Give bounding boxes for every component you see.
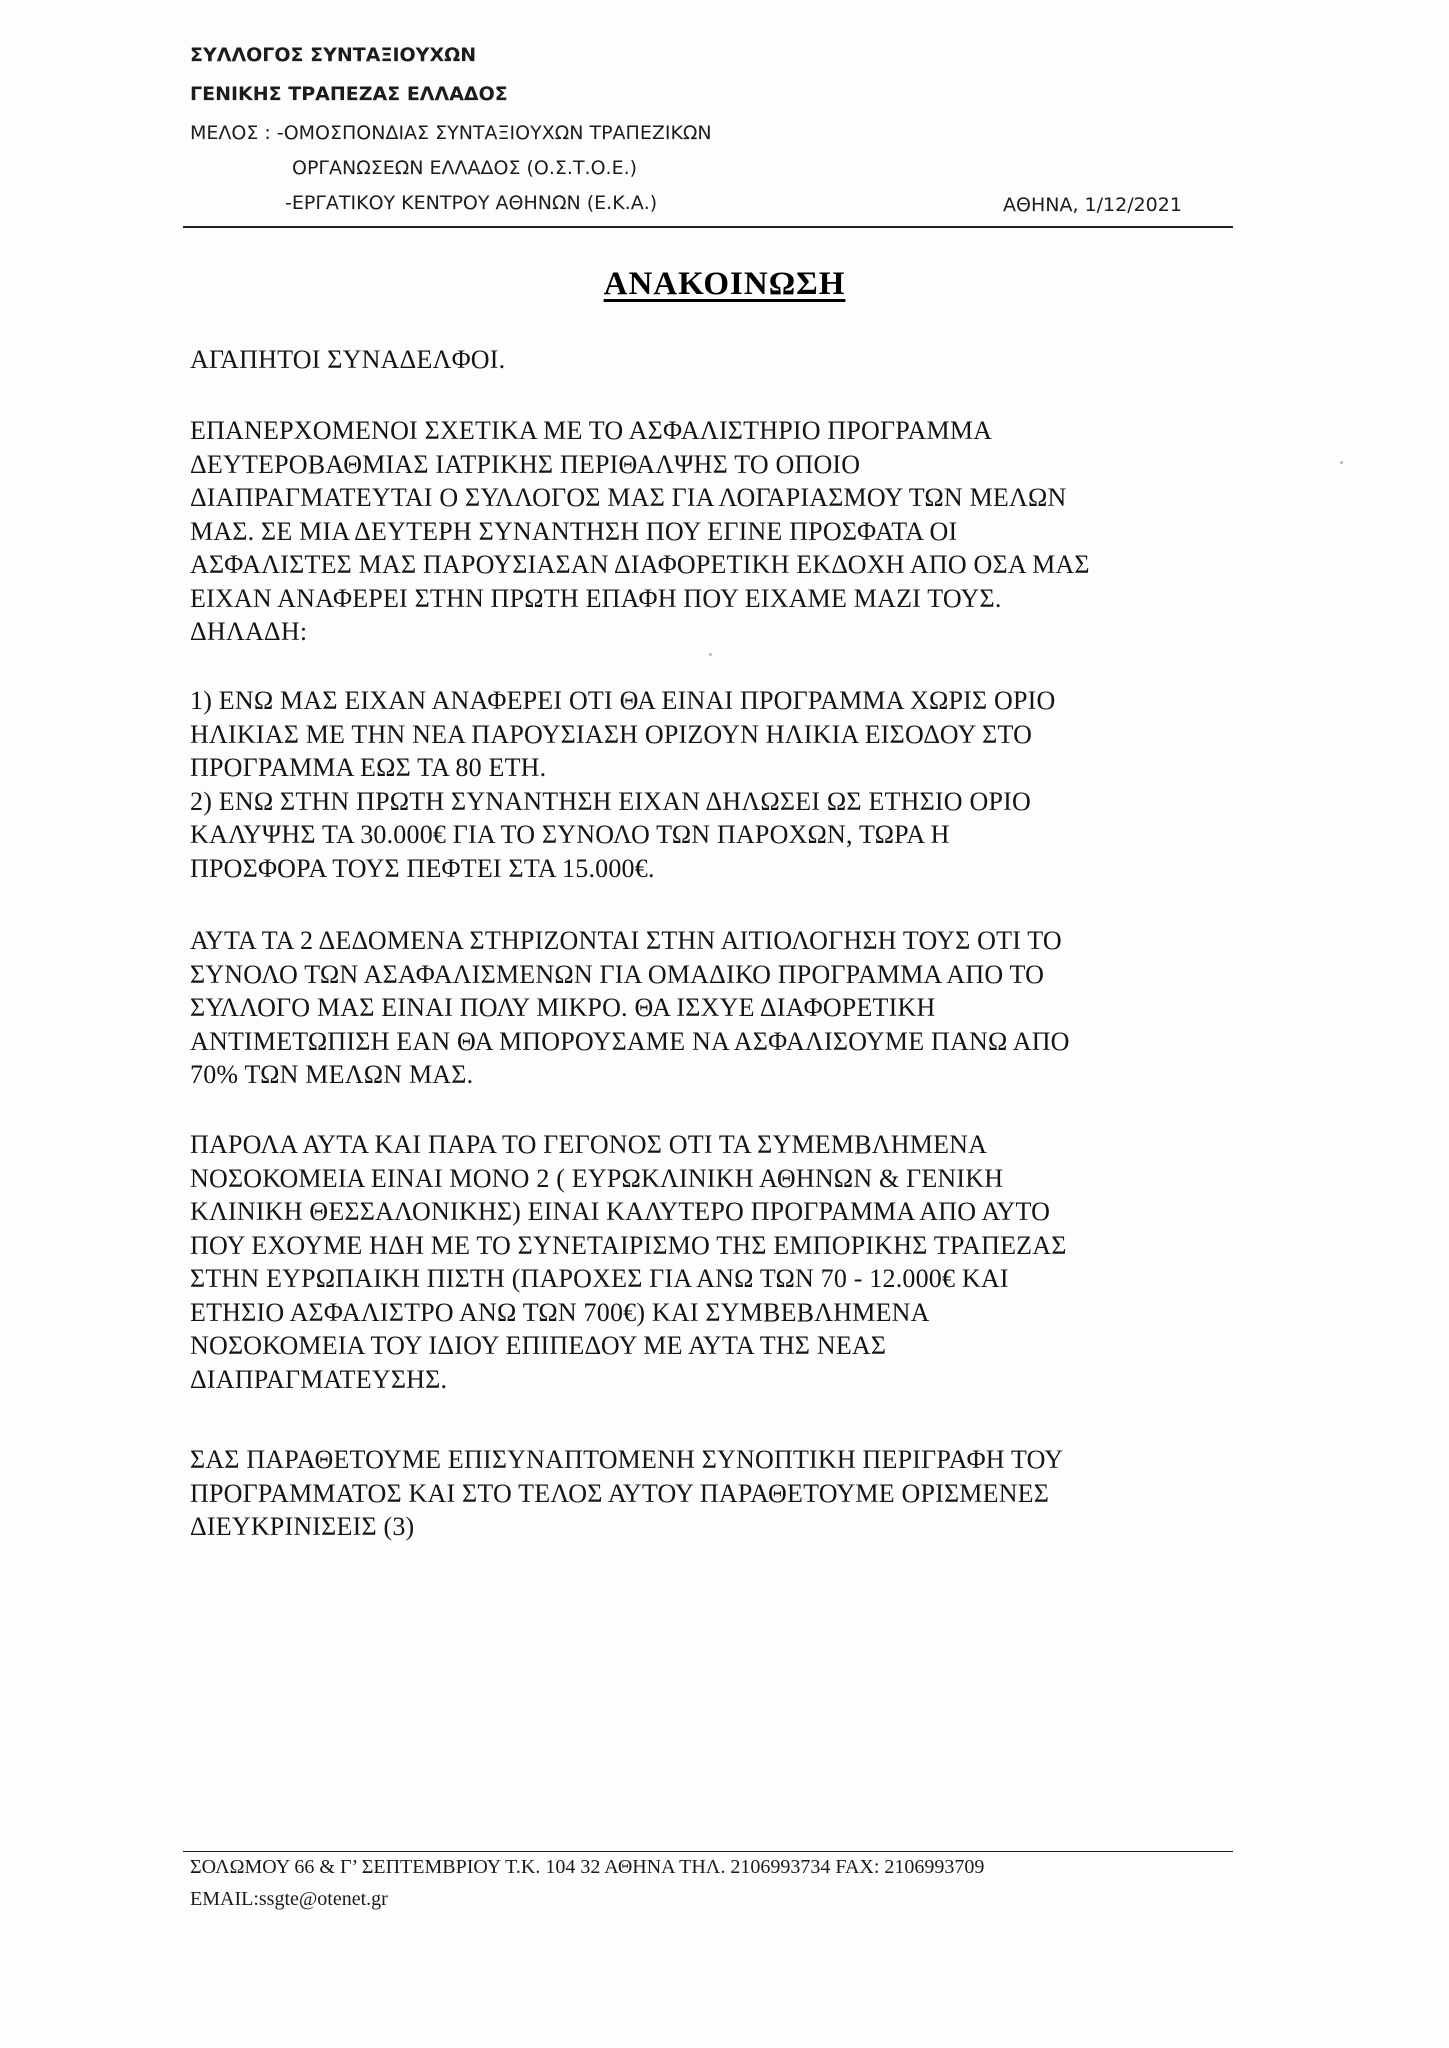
paragraph-2 bbox=[190, 924, 1070, 1092]
text-line: ΔΙΑΠΡΑΓΜΑΤΕΥΣΗΣ. bbox=[190, 1364, 448, 1394]
text-line: ΣΥΛΛΟΓΟ ΜΑΣ ΕΙΝΑΙ ΠΟΛΥ ΜΙΚΡΟ. ΘΑ ΙΣΧΥΕ ΔΙΑΦΟΡΕΤΙΚΗ bbox=[190, 993, 936, 1022]
text-line: 2) ΕΝΩ ΣΤΗΝ ΠΡΩΤΗ ΣΥΝΑΝΤΗΣΗ ΕΙΧΑΝ ΔΗΛΩΣΕΙ ΩΣ ΕΤΗΣΙΟ ΟΡΙΟ bbox=[190, 786, 1031, 816]
membership-line1: ΜΕΛΟΣ : -ΟΜΟΣΠΟΝΔΙΑΣ ΣΥΝΤΑΞΙΟΥΧΩΝ ΤΡΑΠΕΖΙΚΩΝ bbox=[190, 122, 712, 144]
paragraph-1 bbox=[190, 414, 1090, 649]
text-line: ΣΑΣ ΠΑΡΑΘΕΤΟΥΜΕ ΕΠΙΣΥΝΑΠΤΟΜΕΝΗ ΣΥΝΟΠΤΙΚΗ ΠΕΡΙΓΡΑΦΗ ΤΟΥ bbox=[190, 1445, 1064, 1474]
text-line: ΑΝΤΙΜΕΤΩΠΙΣΗ ΕΑΝ ΘΑ ΜΠΟΡΟΥΣΑΜΕ ΝΑ ΑΣΦΑΛΙΣΟΥΜΕ ΠΑΝΩ ΑΠΟ bbox=[190, 1026, 1070, 1056]
text-line: ΠΡΟΣΦΟΡΑ ΤΟΥΣ ΠΕΦΤΕΙ ΣΤΑ 15.000€. bbox=[190, 853, 655, 883]
text-line: ΔΙΑΠΡΑΓΜΑΤΕΥΤΑΙ Ο ΣΥΛΛΟΓΟΣ ΜΑΣ ΓΙΑ ΛΟΓΑΡΙΑΣΜΟΥ ΤΩΝ ΜΕΛΩΝ bbox=[190, 483, 1067, 512]
paragraph-4 bbox=[190, 1443, 1063, 1544]
numbered-points bbox=[190, 684, 1056, 885]
footer-divider bbox=[183, 1851, 1233, 1852]
text-line: ΕΙΧΑΝ ΑΝΑΦΕΡΕΙ ΣΤΗΝ ΠΡΩΤΗ ΕΠΑΦΗ ΠΟΥ ΕΙΧΑΜΕ ΜΑΖΙ ΤΟΥΣ. bbox=[190, 583, 1002, 613]
document-date: ΑΘΗΝΑ, 1/12/2021 bbox=[1003, 194, 1182, 216]
text-line: ΣΤΗΝ ΕΥΡΩΠΑΙΚΗ ΠΙΣΤΗ (ΠΑΡΟΧΕΣ ΓΙΑ ΑΝΩ ΤΩΝ 70 - 12.000€ ΚΑΙ bbox=[190, 1264, 1009, 1293]
org-name-line2: ΓΕΝΙΚΗΣ ΤΡΑΠΕΖΑΣ ΕΛΛΑΔΟΣ bbox=[190, 83, 508, 105]
scan-speck bbox=[709, 653, 712, 656]
text-line: ΝΟΣΟΚΟΜΕΙΑ ΕΙΝΑΙ ΜΟΝΟ 2 ( ΕΥΡΩΚΛΙΝΙΚΗ ΑΘΗΝΩΝ & ΓΕΝΙΚΗ bbox=[190, 1163, 1004, 1193]
text-line: ΕΤΗΣΙΟ ΑΣΦΑΛΙΣΤΡΟ ΑΝΩ ΤΩΝ 700€) ΚΑΙ ΣΥΜΒΕΒΛΗΜΕΝΑ bbox=[190, 1297, 930, 1327]
text-line: ΕΠΑΝΕΡΧΟΜΕΝΟΙ ΣΧΕΤΙΚΑ ΜΕ ΤΟ ΑΣΦΑΛΙΣΤΗΡΙΟ ΠΡΟΓΡΑΜΜΑ bbox=[190, 416, 993, 445]
text-line: ΜΑΣ. ΣΕ ΜΙΑ ΔΕΥΤΕΡΗ ΣΥΝΑΝΤΗΣΗ ΠΟΥ ΕΓΙΝΕ ΠΡΟΣΦΑΤΑ ΟΙ bbox=[190, 516, 958, 546]
greeting: ΑΓΑΠΗΤΟΙ ΣΥΝΑΔΕΛΦΟΙ. bbox=[190, 345, 506, 374]
text-line: ΔΙΕΥΚΡΙΝΙΣΕΙΣ (3) bbox=[190, 1512, 415, 1541]
text-line: ΠΑΡΟΛΑ ΑΥΤΑ ΚΑΙ ΠΑΡΑ ΤΟ ΓΕΓΟΝΟΣ ΟΤΙ ΤΑ ΣΥΜΕΜΒΛΗΜΕΝΑ bbox=[190, 1130, 988, 1159]
org-name-line1: ΣΥΛΛΟΓΟΣ ΣΥΝΤΑΞΙΟΥΧΩΝ bbox=[190, 44, 477, 66]
text-line: 1) ΕΝΩ ΜΑΣ ΕΙΧΑΝ ΑΝΑΦΕΡΕΙ ΟΤΙ ΘΑ ΕΙΝΑΙ ΠΡΟΓΡΑΜΜΑ ΧΩΡΙΣ ΟΡΙΟ bbox=[190, 686, 1056, 715]
text-line: ΑΥΤΑ ΤΑ 2 ΔΕΔΟΜΕΝΑ ΣΤΗΡΙΖΟΝΤΑΙ ΣΤΗΝ ΑΙΤΙΟΛΟΓΗΣΗ ΤΟΥΣ ΟΤΙ ΤΟ bbox=[190, 926, 1062, 955]
text-line: ΗΛΙΚΙΑΣ ΜΕ ΤΗΝ ΝΕΑ ΠΑΡΟΥΣΙΑΣΗ ΟΡΙΖΟΥΝ ΗΛΙΚΙΑ ΕΙΣΟΔΟΥ ΣΤΟ bbox=[190, 719, 1033, 749]
text-line: ΚΑΛΥΨΗΣ ΤΑ 30.000€ ΓΙΑ ΤΟ ΣΥΝΟΛΟ ΤΩΝ ΠΑΡΟΧΩΝ, ΤΩΡΑ Η bbox=[190, 820, 950, 849]
text-line: ΝΟΣΟΚΟΜΕΙΑ ΤΟΥ ΙΔΙΟΥ ΕΠΙΠΕΔΟΥ ΜΕ ΑΥΤΑ ΤΗΣ ΝΕΑΣ bbox=[190, 1331, 887, 1360]
text-line: ΠΟΥ ΕΧΟΥΜΕ ΗΔΗ ΜΕ ΤΟ ΣΥΝΕΤΑΙΡΙΣΜΟ ΤΗΣ ΕΜΠΟΡΙΚΗΣ ΤΡΑΠΕΖΑΣ bbox=[190, 1230, 1067, 1260]
footer-address: ΣΟΛΩΜΟΥ 66 & Γ’ ΣΕΠΤΕΜΒΡΙΟΥ Τ.Κ. 104 32 ΑΘΗΝΑ ΤΗΛ. 2106993734 FAX: 2106993709 bbox=[190, 1856, 985, 1878]
text-line: ΣΥΝΟΛΟ ΤΩΝ ΑΣΑΦΑΛΙΣΜΕΝΩΝ ΓΙΑ ΟΜΑΔΙΚΟ ΠΡΟΓΡΑΜΜΑ ΑΠΟ ΤΟ bbox=[190, 959, 1045, 989]
header-divider bbox=[183, 226, 1233, 228]
text-line: ΔΗΛΑΔΗ: bbox=[190, 617, 308, 646]
footer-email: EMAIL:ssgte@otenet.gr bbox=[190, 1888, 388, 1910]
membership-line3: -ΕΡΓΑΤΙΚΟΥ ΚΕΝΤΡΟΥ ΑΘΗΝΩΝ (Ε.Κ.Α.) bbox=[285, 192, 658, 214]
text-line: ΚΛΙΝΙΚΗ ΘΕΣΣΑΛΟΝΙΚΗΣ) ΕΙΝΑΙ ΚΑΛΥΤΕΡΟ ΠΡΟΓΡΑΜΜΑ ΑΠΟ ΑΥΤΟ bbox=[190, 1197, 1051, 1226]
text-line: ΠΡΟΓΡΑΜΜΑ ΕΩΣ ΤΑ 80 ΕΤΗ. bbox=[190, 753, 547, 782]
text-line: ΑΣΦΑΛΙΣΤΕΣ ΜΑΣ ΠΑΡΟΥΣΙΑΣΑΝ ΔΙΑΦΟΡΕΤΙΚΗ ΕΚΔΟΧΗ ΑΠΟ ΟΣΑ ΜΑΣ bbox=[190, 550, 1090, 579]
text-line: ΠΡΟΓΡΑΜΜΑΤΟΣ ΚΑΙ ΣΤΟ ΤΕΛΟΣ ΑΥΤΟΥ ΠΑΡΑΘΕΤΟΥΜΕ ΟΡΙΣΜΕΝΕΣ bbox=[190, 1478, 1050, 1508]
text-line: 70% ΤΩΝ ΜΕΛΩΝ ΜΑΣ. bbox=[190, 1060, 474, 1089]
scan-speck bbox=[1340, 461, 1343, 464]
text-line: ΔΕΥΤΕΡΟΒΑΘΜΙΑΣ ΙΑΤΡΙΚΗΣ ΠΕΡΙΘΑΛΨΗΣ ΤΟ ΟΠΟΙΟ bbox=[190, 449, 861, 479]
paragraph-3 bbox=[190, 1128, 1067, 1396]
membership-line2: ΟΡΓΑΝΩΣΕΩΝ ΕΛΛΑΔΟΣ (Ο.Σ.Τ.Ο.Ε.) bbox=[292, 157, 638, 179]
announcement-title: ΑΝΑΚΟΙΝΩΣΗ bbox=[603, 266, 846, 302]
